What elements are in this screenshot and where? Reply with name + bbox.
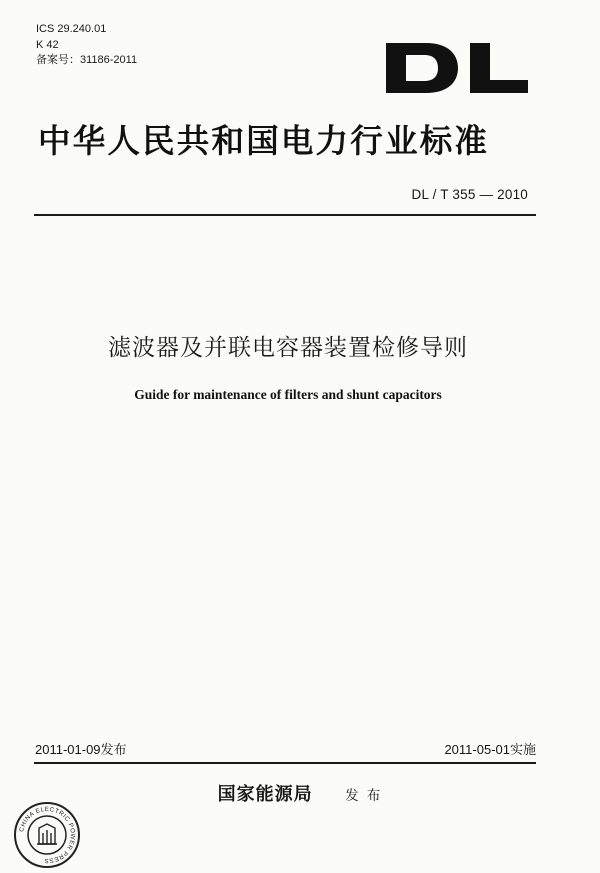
seal-label: CHINA ELECTRIC POWER PRESS	[18, 805, 77, 865]
publisher-seal-icon	[12, 800, 82, 870]
issuer-title: 中华人民共和国电力行业标准	[38, 122, 490, 160]
issuer-line	[0, 780, 600, 806]
classification-block	[36, 22, 137, 69]
issuer-name: 国家能源局	[217, 784, 313, 805]
header-divider	[34, 214, 536, 216]
document-title-chinese: 滤波器及并联电容器装置检修导则	[108, 335, 468, 361]
issuer-action: 发 布	[345, 788, 383, 804]
standard-number: DL / T 355 — 2010	[411, 187, 528, 202]
dl-logo	[382, 40, 532, 96]
document-title-english: Guide for maintenance of filters and shunt capacitors	[134, 387, 442, 402]
implementation-date: 2011-05-01实施	[444, 742, 536, 757]
filing-number: 备案号：31186-2011	[36, 54, 138, 66]
issue-date: 2011-01-09发布	[35, 742, 127, 757]
footer-divider	[34, 762, 536, 764]
ics-code: ICS 29.240.01	[36, 23, 107, 35]
classification-code: K 42	[36, 38, 59, 51]
